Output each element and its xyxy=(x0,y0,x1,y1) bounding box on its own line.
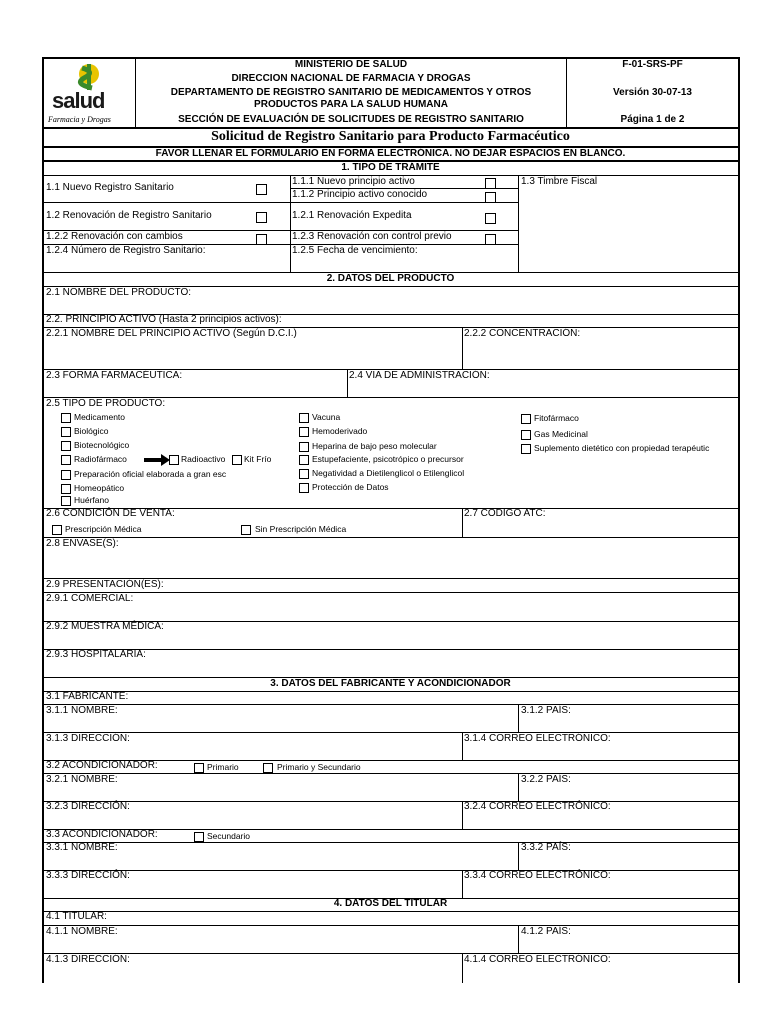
hemoderivado-checkbox[interactable] xyxy=(299,427,309,437)
preparacion-oficial-label: Preparación oficial elaborada a gran esc xyxy=(74,469,227,479)
medicamento-label: Medicamento xyxy=(74,412,126,422)
fabricante-pais-label: 3.1.2 PAÍS: xyxy=(521,705,571,716)
vacuna-checkbox[interactable] xyxy=(299,413,309,423)
hemoderivado-label: Hemoderivado xyxy=(312,426,368,436)
logo-text: salud xyxy=(52,88,105,113)
via-administracion-label: 2.4 VIA DE ADMINISTRACIÓN: xyxy=(349,370,490,381)
logo-caption: Farmacia y Drogas xyxy=(48,115,111,124)
gas-medicinal-checkbox[interactable] xyxy=(521,430,531,440)
homeopatico-checkbox[interactable] xyxy=(61,484,71,494)
concentracion-label: 2.2.2 CONCENTRACIÓN: xyxy=(464,328,581,339)
renovacion-checkbox[interactable] xyxy=(256,212,267,223)
suplemento-label: Suplemento dietético con propiedad terapéutic xyxy=(534,443,710,453)
fabricante-nombre-label: 3.1.1 NOMBRE: xyxy=(46,705,118,716)
estupefaciente-label: Estupefaciente, psicotrópico o precursor xyxy=(312,454,464,464)
form-title: Solicitud de Registro Sanitario para Producto Farmacéutico xyxy=(211,129,570,144)
heparina-checkbox[interactable] xyxy=(299,442,309,452)
nombre-pa-label: 2.2.1 NOMBRE DEL PRINCIPIO ACTIVO (Según D.C.I.) xyxy=(46,328,297,339)
renovacion-cambios-label: 1.2.2 Renovación con cambios xyxy=(46,231,183,242)
nuevo-registro-label: 1.1 Nuevo Registro Sanitario xyxy=(46,182,174,193)
gas-medicinal-label: Gas Medicinal xyxy=(534,429,588,439)
biotecnologico-checkbox[interactable] xyxy=(61,441,71,451)
nuevo-registro-checkbox[interactable] xyxy=(256,184,267,195)
nuevo-pa-checkbox[interactable] xyxy=(485,178,496,189)
radiofarmaco-checkbox[interactable] xyxy=(61,455,71,465)
titular-direccion-label: 4.1.3 DIRECCIÓN: xyxy=(46,954,130,965)
acondicionador2-pais-label: 3.3.2 PAÍS: xyxy=(521,842,571,853)
page-number: Página 1 de 2 xyxy=(620,114,685,125)
huerfano-label: Huérfano xyxy=(74,495,109,505)
secundario-checkbox[interactable] xyxy=(194,832,204,842)
fabricante-label: 3.1 FABRICANTE: xyxy=(46,691,129,702)
instruction-text: FAVOR LLENAR EL FORMULARIO EN FORMA ELECTRÓNICA. NO DEJAR ESPACIOS EN BLANCO. xyxy=(155,148,626,159)
pa-conocido-label: 1.1.2 Principio activo conocido xyxy=(292,189,428,200)
ministry-name: MINISTERIO DE SALUD xyxy=(294,59,408,70)
muestra-medica-label: 2.9.2 MUESTRA MÉDICA: xyxy=(46,621,164,632)
salud-logo xyxy=(46,62,132,124)
fitofarmaco-label: Fitofármaco xyxy=(534,413,579,423)
prescripcion-label: Prescripción Médica xyxy=(65,524,142,534)
negatividad-label: Negatividad a Dietilenglicol o Etilenglicol xyxy=(312,468,465,478)
principio-activo-label: 2.2. PRINCIPIO ACTIVO (Hasta 2 principios activos): xyxy=(46,314,282,325)
section1-title: 1. TIPO DE TRÁMITE xyxy=(341,162,440,173)
fecha-vencimiento-label: 1.2.5 Fecha de vencimiento: xyxy=(292,245,418,256)
primario-label: Primario xyxy=(207,762,239,772)
huerfano-checkbox[interactable] xyxy=(61,496,71,506)
sin-prescripcion-checkbox[interactable] xyxy=(241,525,251,535)
fitofarmaco-checkbox[interactable] xyxy=(521,414,531,424)
acondicionador-nombre-label: 3.2.1 NOMBRE: xyxy=(46,774,118,785)
form-version: Versión 30-07-13 xyxy=(613,87,692,98)
radiofarmaco-label: Radiofármaco xyxy=(74,454,127,464)
kit-frio-checkbox[interactable] xyxy=(232,455,242,465)
comercial-label: 2.9.1 COMERCIAL: xyxy=(46,593,134,604)
pa-conocido-checkbox[interactable] xyxy=(485,192,496,203)
presentacion-label: 2.9 PRESENTACIÓN(ES): xyxy=(46,579,164,590)
acondicionador-correo-label: 3.2.4 CORREO ELECTRÓNICO: xyxy=(464,801,611,812)
renovacion-expedita-label: 1.2.1 Renovación Expedita xyxy=(292,210,412,221)
primario-secundario-checkbox[interactable] xyxy=(263,763,273,773)
renovacion-control-label: 1.2.3 Renovación con control previo xyxy=(292,231,452,242)
homeopatico-label: Homeopático xyxy=(74,483,125,493)
titular-correo-label: 4.1.4 CORREO ELECTRÓNICO: xyxy=(464,954,611,965)
direction-name: DIRECCION NACIONAL DE FARMACIA Y DROGAS xyxy=(231,73,471,84)
acondicionador2-label: 3.3 ACONDICIONADOR: xyxy=(46,829,158,840)
radioactivo-label: Radioactivo xyxy=(181,454,226,464)
acondicionador-direccion-label: 3.2.3 DIRECCIÓN: xyxy=(46,801,130,812)
primario-checkbox[interactable] xyxy=(194,763,204,773)
envase-label: 2.8 ENVASE(S): xyxy=(46,538,119,549)
biologico-checkbox[interactable] xyxy=(61,427,71,437)
tipo-producto-label: 2.5 TIPO DE PRODUCTO: xyxy=(46,398,166,409)
acondicionador2-correo-label: 3.3.4 CORREO ELECTRÓNICO: xyxy=(464,870,611,881)
nuevo-pa-label: 1.1.1 Nuevo principio activo xyxy=(292,176,415,187)
numero-registro-label: 1.2.4 Número de Registro Sanitario: xyxy=(46,245,206,256)
proteccion-datos-label: Protección de Datos xyxy=(312,482,389,492)
renovacion-expedita-checkbox[interactable] xyxy=(485,213,496,224)
section4-title: 4. DATOS DEL TITULAR xyxy=(333,898,448,909)
vacuna-label: Vacuna xyxy=(312,412,341,422)
acondicionador2-nombre-label: 3.3.1 NOMBRE: xyxy=(46,842,118,853)
medicamento-checkbox[interactable] xyxy=(61,413,71,423)
timbre-fiscal-label: 1.3 Timbre Fiscal xyxy=(521,176,598,187)
codigo-atc-label: 2.7 CODIGO ATC: xyxy=(464,508,546,519)
heparina-label: Heparina de bajo peso molecular xyxy=(312,441,437,451)
kit-frio-label: Kit Frío xyxy=(244,454,272,464)
preparacion-oficial-checkbox[interactable] xyxy=(61,470,71,480)
section-name: SECCIÓN DE EVALUACIÓN DE SOLICITUDES DE REGISTRO SANITARIO xyxy=(178,114,524,125)
hospitalaria-label: 2.9.3 HOSPITALARIA: xyxy=(46,649,146,660)
estupefaciente-checkbox[interactable] xyxy=(299,455,309,465)
biologico-label: Biológico xyxy=(74,426,109,436)
suplemento-checkbox[interactable] xyxy=(521,444,531,454)
renovacion-control-checkbox[interactable] xyxy=(485,234,496,245)
department-line2: PRODUCTOS PARA LA SALUD HUMANA xyxy=(254,99,448,110)
renovacion-cambios-checkbox[interactable] xyxy=(256,234,267,245)
acondicionador-label: 3.2 ACONDICIONADOR: xyxy=(46,760,158,771)
fabricante-direccion-label: 3.1.3 DIRECCIÓN: xyxy=(46,733,130,744)
form-code: F-01-SRS-PF xyxy=(622,59,683,70)
proteccion-datos-checkbox[interactable] xyxy=(299,483,309,493)
fabricante-correo-label: 3.1.4 CORREO ELECTRÓNICO: xyxy=(464,733,611,744)
section2-title: 2. DATOS DEL PRODUCTO xyxy=(326,273,455,284)
renovacion-label: 1.2 Renovación de Registro Sanitario xyxy=(46,210,212,221)
titular-label: 4.1 TITULAR: xyxy=(46,911,107,922)
sin-prescripcion-label: Sin Prescripción Médica xyxy=(255,524,347,534)
condicion-venta-label: 2.6 CONDICIÓN DE VENTA: xyxy=(46,508,175,519)
department-line1: DEPARTAMENTO DE REGISTRO SANITARIO DE MEDICAMENTOS Y OTROS xyxy=(170,87,532,98)
biotecnologico-label: Biotecnológico xyxy=(74,440,130,450)
radioactivo-checkbox[interactable] xyxy=(169,455,179,465)
forma-farmaceutica-label: 2.3 FORMA FARMACÉUTICA: xyxy=(46,370,183,381)
prescripcion-checkbox[interactable] xyxy=(52,525,62,535)
titular-nombre-label: 4.1.1 NOMBRE: xyxy=(46,926,118,937)
titular-pais-label: 4.1.2 PAÍS: xyxy=(521,926,571,937)
negatividad-checkbox[interactable] xyxy=(299,469,309,479)
secundario-label: Secundario xyxy=(207,831,251,841)
section3-title: 3. DATOS DEL FABRICANTE Y ACONDICIONADOR xyxy=(270,678,511,689)
nombre-producto-label: 2.1 NOMBRE DEL PRODUCTO: xyxy=(46,287,192,298)
acondicionador2-direccion-label: 3.3.3 DIRECCIÓN: xyxy=(46,870,130,881)
acondicionador-pais-label: 3.2.2 PAÍS: xyxy=(521,774,571,785)
primario-secundario-label: Primario y Secundario xyxy=(277,762,361,772)
